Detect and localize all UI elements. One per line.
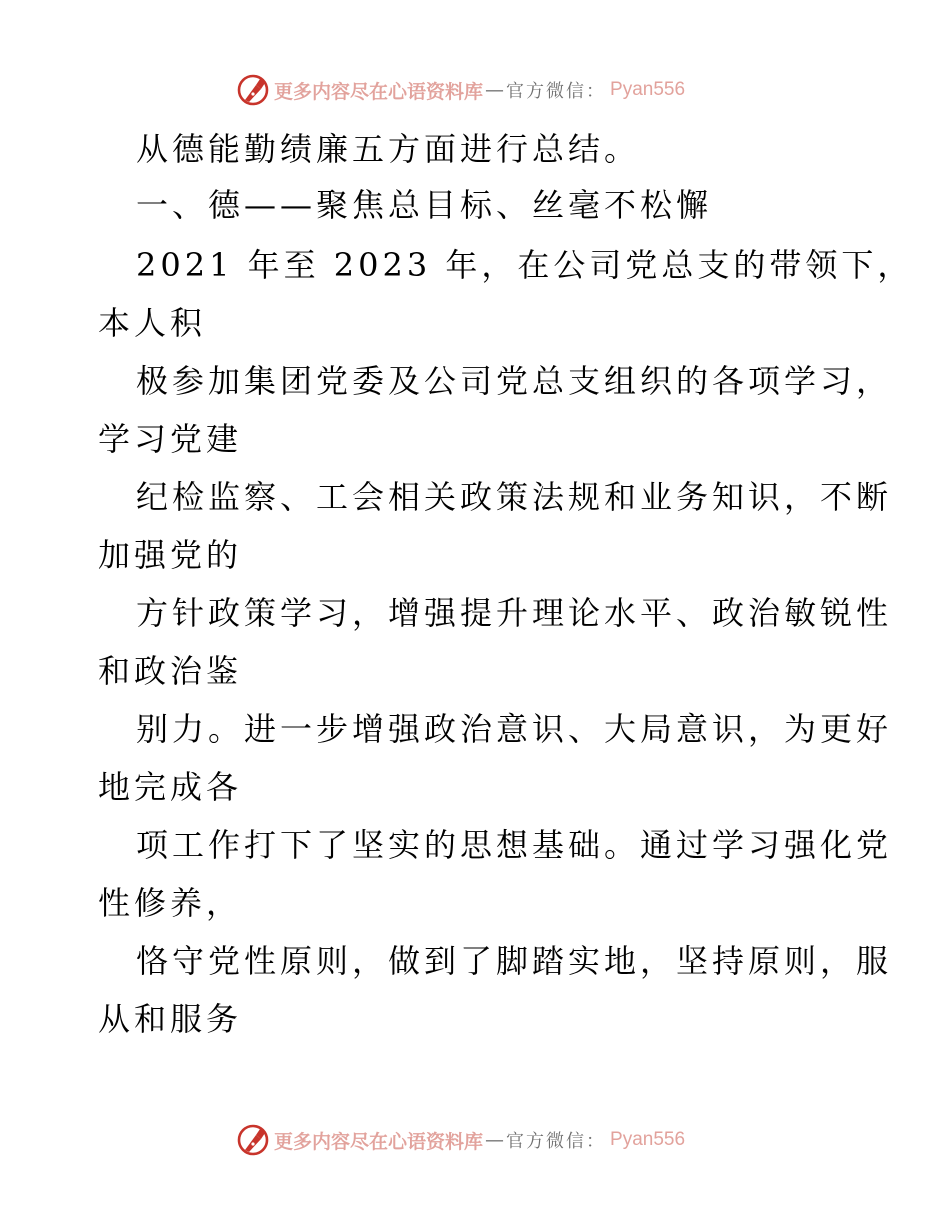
watermark-label: 官方微信	[506, 1131, 587, 1152]
header-watermark	[236, 72, 685, 108]
watermark-label: 官方微信	[506, 81, 587, 102]
body-line-3: 2021 年至 2023 年，在公司党总支的带领下，	[136, 246, 914, 284]
body-line-16: 从和服务	[98, 1000, 243, 1038]
watermark-wechat-id: Pyan556	[610, 1129, 686, 1150]
watermark-separator: —	[485, 79, 505, 101]
footer-watermark	[236, 1122, 685, 1158]
body-line-5: 极参加集团党委及公司党总支组织的各项学习，	[136, 362, 893, 400]
watermark-separator: —	[485, 1129, 505, 1151]
pen-nib-logo-icon	[236, 1123, 270, 1157]
body-line-10: 和政治鉴	[98, 652, 243, 690]
watermark-wechat-id: Pyan556	[610, 79, 686, 100]
body-line-7: 纪检监察、工会相关政策法规和业务知识，不断	[136, 478, 893, 516]
watermark-colon: ：	[586, 1131, 605, 1152]
section-heading: 一、德——聚焦总目标、丝毫不松懈	[136, 186, 713, 224]
body-line-9: 方针政策学习，增强提升理论水平、政治敏锐性	[136, 594, 893, 632]
body-line-14: 性修养，	[98, 884, 243, 922]
body-line-1: 从德能勤绩廉五方面进行总结。	[136, 130, 641, 168]
body-line-8: 加强党的	[98, 536, 243, 574]
pen-nib-logo-icon	[236, 73, 270, 107]
body-line-4: 本人积	[98, 304, 207, 342]
body-line-13: 项工作打下了坚实的思想基础。通过学习强化党	[136, 826, 893, 864]
watermark-colon: ：	[586, 81, 605, 102]
watermark-brand: 更多内容尽在心语资料库	[274, 80, 484, 103]
body-line-12: 地完成各	[98, 768, 243, 806]
body-line-6: 学习党建	[98, 420, 243, 458]
body-line-15: 恪守党性原则，做到了脚踏实地，坚持原则，服	[136, 942, 893, 980]
watermark-brand: 更多内容尽在心语资料库	[274, 1130, 484, 1153]
body-line-11: 别力。进一步增强政治意识、大局意识，为更好	[136, 710, 893, 748]
